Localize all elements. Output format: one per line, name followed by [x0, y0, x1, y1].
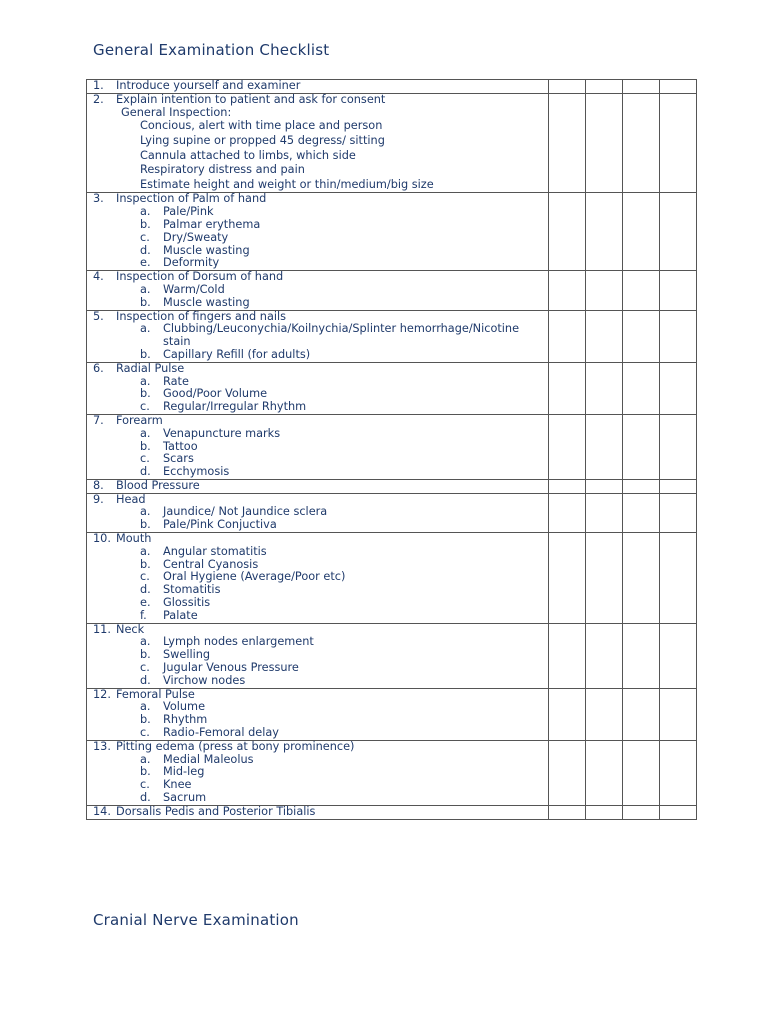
checkbox-cell[interactable]: [623, 623, 660, 688]
sub-item: [93, 519, 548, 532]
checkbox-cell[interactable]: [586, 414, 623, 479]
sub-item-text: Rhythm: [163, 713, 208, 727]
checkbox-cell[interactable]: [586, 805, 623, 819]
sub-item-letter: b.: [140, 648, 151, 662]
sub-item-text: Central Cyanosis: [163, 557, 259, 571]
sub-item-text: Pale/Pink: [163, 205, 214, 219]
item-number: 4.: [93, 270, 104, 284]
item-text: Introduce yourself and examiner: [116, 79, 301, 92]
sub-item-letter: a.: [140, 426, 151, 440]
checkbox-cell[interactable]: [549, 193, 586, 271]
checkbox-cell[interactable]: [660, 193, 697, 271]
sub-item: [93, 727, 548, 740]
sub-item-letter: c.: [140, 726, 150, 740]
checkbox-cell[interactable]: [586, 493, 623, 532]
sub-item-text: Glossitis: [163, 596, 211, 610]
sub-item-letter: b.: [140, 387, 151, 401]
sub-item: [93, 257, 548, 270]
item-number: 9.: [93, 492, 104, 506]
sub-item-letter: e.: [140, 256, 151, 270]
checkbox-cell[interactable]: [549, 688, 586, 740]
inspection-point: Cannula attached to limbs, which side: [140, 148, 356, 162]
sub-item-text: Pale/Pink Conjuctiva: [163, 518, 277, 532]
checkbox-cell[interactable]: [623, 533, 660, 624]
checkbox-cell[interactable]: [549, 805, 586, 819]
item-text: Inspection of Dorsum of hand: [116, 270, 284, 284]
checkbox-cell[interactable]: [586, 740, 623, 805]
checklist-row: [87, 533, 697, 624]
inspection-point: Respiratory distress and pain: [140, 163, 305, 177]
sub-item-text: Warm/Cold: [163, 282, 225, 296]
item-text: Dorsalis Pedis and Posterior Tibialis: [116, 804, 316, 818]
item-number: 5.: [93, 309, 104, 323]
checklist-item: [93, 624, 548, 637]
checkbox-cell[interactable]: [660, 271, 697, 310]
sub-item-letter: b.: [140, 518, 151, 532]
item-number: 8.: [93, 478, 104, 492]
checklist-row: [87, 493, 697, 532]
checklist-item: [93, 689, 548, 702]
checkbox-cell[interactable]: [623, 740, 660, 805]
sub-item: [93, 466, 548, 479]
sub-item: [93, 597, 548, 610]
checklist-row: [87, 414, 697, 479]
checkbox-cell[interactable]: [549, 93, 586, 193]
checkbox-cell[interactable]: [623, 310, 660, 362]
sub-item: [93, 714, 548, 727]
sub-item-text: Good/Poor Volume: [163, 387, 268, 401]
sub-item-text: Tattoo: [163, 439, 198, 453]
item-number: 14.: [93, 804, 111, 818]
checkbox-cell[interactable]: [549, 493, 586, 532]
item-number: 2.: [93, 92, 104, 106]
checkbox-cell[interactable]: [623, 479, 660, 493]
checkbox-cell[interactable]: [549, 414, 586, 479]
item-number: 6.: [93, 361, 104, 375]
sub-item: [93, 766, 548, 779]
sub-item-text: Ecchymosis: [163, 465, 230, 479]
sub-item-text: Deformity: [163, 256, 220, 270]
checkbox-cell[interactable]: [660, 533, 697, 624]
checklist-item: [93, 193, 548, 206]
item-number: 11.: [93, 622, 111, 636]
sub-item-text: Oral Hygiene (Average/Poor etc): [163, 570, 346, 584]
sub-item-text: Mid-leg: [163, 765, 205, 779]
sub-item-letter: d.: [140, 673, 151, 687]
checklist-row: [87, 688, 697, 740]
sub-item-text: Swelling: [163, 648, 211, 662]
sub-item: [93, 453, 548, 466]
checkbox-cell[interactable]: [549, 310, 586, 362]
checkbox-cell[interactable]: [623, 688, 660, 740]
checkbox-cell[interactable]: [549, 271, 586, 310]
checkbox-cell[interactable]: [586, 271, 623, 310]
checklist-row: [87, 93, 697, 193]
sub-item-text: Muscle wasting: [163, 295, 250, 309]
item-text: Femoral Pulse: [116, 687, 195, 701]
checklist-item: [93, 363, 548, 376]
checklist-item-cell: [87, 623, 549, 688]
checkbox-cell[interactable]: [623, 80, 660, 94]
sub-item-letter: c.: [140, 452, 150, 466]
sub-item-letter: a.: [140, 374, 151, 388]
sub-item: [93, 675, 548, 688]
sub-item-text: Clubbing/Leuconychia/Koilnychia/Splinter hemorrhage/Nicotine: [163, 322, 520, 336]
sub-item-text: Jaundice/ Not Jaundice sclera: [163, 505, 328, 519]
checklist-item-cell: [87, 362, 549, 414]
sub-item-letter: c.: [140, 230, 150, 244]
sub-item-letter: a.: [140, 205, 151, 219]
checkbox-cell[interactable]: [623, 93, 660, 193]
item-text: Neck: [116, 622, 145, 636]
checkbox-cell[interactable]: [586, 533, 623, 624]
sub-item: [93, 441, 548, 454]
checklist-row: [87, 362, 697, 414]
item-number: 7.: [93, 413, 104, 427]
checklist-row: [87, 310, 697, 362]
checklist-row: [87, 740, 697, 805]
examination-checklist-table: [86, 79, 697, 820]
sub-item-letter: a.: [140, 322, 151, 336]
checklist-item-cell: [87, 93, 549, 193]
checkbox-cell[interactable]: [586, 310, 623, 362]
sub-item-letter: c.: [140, 570, 150, 584]
sub-item-text: stain: [163, 335, 191, 349]
checkbox-cell[interactable]: [586, 688, 623, 740]
sub-item: [93, 376, 548, 389]
checkbox-cell[interactable]: [660, 93, 697, 193]
sub-item-letter: b.: [140, 557, 151, 571]
checklist-item-cell: [87, 688, 549, 740]
sub-item: [93, 754, 548, 767]
checkbox-cell[interactable]: [623, 805, 660, 819]
sub-item-letter: a.: [140, 282, 151, 296]
sub-item-text: Venapuncture marks: [163, 426, 281, 440]
sub-item-letter: b.: [140, 295, 151, 309]
sub-item: [93, 388, 548, 401]
checkbox-cell[interactable]: [586, 623, 623, 688]
sub-item-letter: c.: [140, 661, 150, 675]
item-text: Blood Pressure: [116, 478, 200, 492]
sub-item-text: Palmar erythema: [163, 217, 261, 231]
sub-item: [93, 546, 548, 559]
checkbox-cell[interactable]: [660, 805, 697, 819]
checklist-item-cell: [87, 414, 549, 479]
checklist-item-cell: [87, 805, 549, 819]
sub-item: [93, 297, 548, 310]
sub-item-text: Medial Maleolus: [163, 752, 254, 766]
item-text: Pitting edema (press at bony prominence): [116, 739, 355, 753]
checklist-item: [93, 80, 548, 93]
sub-item: [93, 506, 548, 519]
checklist-item: [93, 480, 548, 493]
sub-item-text: Knee: [163, 778, 192, 792]
item-number: 3.: [93, 192, 104, 206]
sub-item-text: Sacrum: [163, 791, 207, 805]
sub-item: [93, 206, 548, 219]
checkbox-cell[interactable]: [660, 493, 697, 532]
checklist-item-cell: [87, 533, 549, 624]
sub-item-text: Rate: [163, 374, 189, 388]
sub-item: [93, 349, 548, 362]
sub-item-letter: a.: [140, 544, 151, 558]
sub-item-letter: d.: [140, 791, 151, 805]
item-text: Mouth: [116, 532, 152, 546]
checkbox-cell[interactable]: [549, 533, 586, 624]
sub-item: [93, 323, 548, 336]
checkbox-cell[interactable]: [586, 193, 623, 271]
sub-item-letter: e.: [140, 596, 151, 610]
sub-item-letter: b.: [140, 439, 151, 453]
checklist-item-cell: [87, 310, 549, 362]
checkbox-cell[interactable]: [660, 362, 697, 414]
checklist-item-cell: [87, 80, 549, 94]
sub-item: [93, 428, 548, 441]
inspection-point: Estimate height and weight or thin/medium/big size: [140, 177, 434, 191]
sub-item-letter: f.: [140, 608, 147, 622]
item-number: 13.: [93, 739, 111, 753]
sub-item-letter: c.: [140, 400, 150, 414]
checkbox-cell[interactable]: [586, 362, 623, 414]
checkbox-cell[interactable]: [586, 479, 623, 493]
checklist-row: [87, 80, 697, 94]
sub-item-letter: d.: [140, 583, 151, 597]
sub-item-letter: a.: [140, 700, 151, 714]
checkbox-cell[interactable]: [549, 623, 586, 688]
checkbox-cell[interactable]: [660, 310, 697, 362]
checklist-item: [93, 415, 548, 428]
sub-item-continuation: [93, 336, 548, 349]
sub-item-text: Capillary Refill (for adults): [163, 347, 311, 361]
general-inspection-heading: General Inspection:: [121, 105, 232, 119]
item-number: 10.: [93, 532, 111, 546]
checkbox-cell[interactable]: [623, 193, 660, 271]
checklist-item-cell: [87, 193, 549, 271]
sub-item: [93, 649, 548, 662]
item-number: 1.: [93, 79, 104, 92]
sub-item: [93, 284, 548, 297]
checklist-row: [87, 271, 697, 310]
checklist-item-cell: [87, 271, 549, 310]
checklist-item-cell: [87, 479, 549, 493]
sub-item: [93, 792, 548, 805]
item-text: Radial Pulse: [116, 361, 185, 375]
sub-item-text: Scars: [163, 452, 194, 466]
sub-item: [93, 662, 548, 675]
item-text: Explain intention to patient and ask for consent: [116, 92, 386, 106]
sub-item-text: Angular stomatitis: [163, 544, 267, 558]
checkbox-cell[interactable]: [660, 688, 697, 740]
sub-item-text: Muscle wasting: [163, 243, 250, 257]
checkbox-cell[interactable]: [549, 479, 586, 493]
checkbox-cell[interactable]: [660, 414, 697, 479]
inspection-point: Concious, alert with time place and person: [140, 119, 383, 133]
sub-item: [93, 701, 548, 714]
checklist-item: [93, 806, 548, 819]
sub-item: [93, 401, 548, 414]
inspection-point: Lying supine or propped 45 degress/ sitting: [140, 133, 385, 147]
sub-item-text: Lymph nodes enlargement: [163, 635, 314, 649]
sub-item-letter: c.: [140, 778, 150, 792]
sub-item-letter: a.: [140, 505, 151, 519]
sub-item: [93, 571, 548, 584]
checklist-title: General Examination Checklist: [93, 41, 330, 59]
checkbox-cell[interactable]: [549, 80, 586, 94]
sub-item: [93, 636, 548, 649]
checklist-item: [93, 94, 548, 107]
sub-item: [93, 610, 548, 623]
section-title-cranial-nerve: Cranial Nerve Examination: [93, 911, 299, 929]
item-text: Inspection of Palm of hand: [116, 192, 267, 206]
checkbox-cell[interactable]: [586, 80, 623, 94]
checklist-row: [87, 193, 697, 271]
sub-item-text: Regular/Irregular Rhythm: [163, 400, 307, 414]
checklist-row: [87, 805, 697, 819]
checkbox-cell[interactable]: [549, 362, 586, 414]
sub-item-text: Virchow nodes: [163, 673, 246, 687]
sub-item-letter: b.: [140, 765, 151, 779]
checkbox-cell[interactable]: [586, 93, 623, 193]
sub-item-text: Jugular Venous Pressure: [163, 661, 299, 675]
checklist-row: [87, 623, 697, 688]
checkbox-cell[interactable]: [660, 623, 697, 688]
sub-item-text: Stomatitis: [163, 583, 221, 597]
sub-item-text: Palate: [163, 608, 198, 622]
checklist-item: [93, 533, 548, 546]
sub-item: [93, 779, 548, 792]
sub-item-letter: a.: [140, 635, 151, 649]
checklist-item-cell: [87, 740, 549, 805]
checklist-row: [87, 479, 697, 493]
checklist-item: [93, 741, 548, 754]
item-text: Forearm: [116, 413, 163, 427]
checkbox-cell[interactable]: [660, 740, 697, 805]
sub-item-letter: b.: [140, 217, 151, 231]
sub-item-letter: b.: [140, 347, 151, 361]
checkbox-cell[interactable]: [623, 271, 660, 310]
checkbox-cell[interactable]: [623, 362, 660, 414]
sub-item-text: Volume: [163, 700, 206, 714]
sub-item: [93, 584, 548, 597]
checkbox-cell[interactable]: [660, 80, 697, 94]
sub-item-letter: b.: [140, 713, 151, 727]
checkbox-cell[interactable]: [623, 493, 660, 532]
checklist-item-cell: [87, 493, 549, 532]
sub-item: [93, 245, 548, 258]
sub-item-letter: a.: [140, 752, 151, 766]
item-text: Head: [116, 492, 146, 506]
sub-item: [93, 232, 548, 245]
checkbox-cell[interactable]: [623, 414, 660, 479]
item-text: Inspection of fingers and nails: [116, 309, 287, 323]
sub-item-text: Radio-Femoral delay: [163, 726, 279, 740]
checkbox-cell[interactable]: [549, 740, 586, 805]
sub-item-letter: d.: [140, 243, 151, 257]
sub-item: [93, 219, 548, 232]
checkbox-cell[interactable]: [660, 479, 697, 493]
checklist-item: [93, 271, 548, 284]
sub-item-text: Dry/Sweaty: [163, 230, 229, 244]
sub-item-letter: d.: [140, 465, 151, 479]
item-number: 12.: [93, 687, 111, 701]
